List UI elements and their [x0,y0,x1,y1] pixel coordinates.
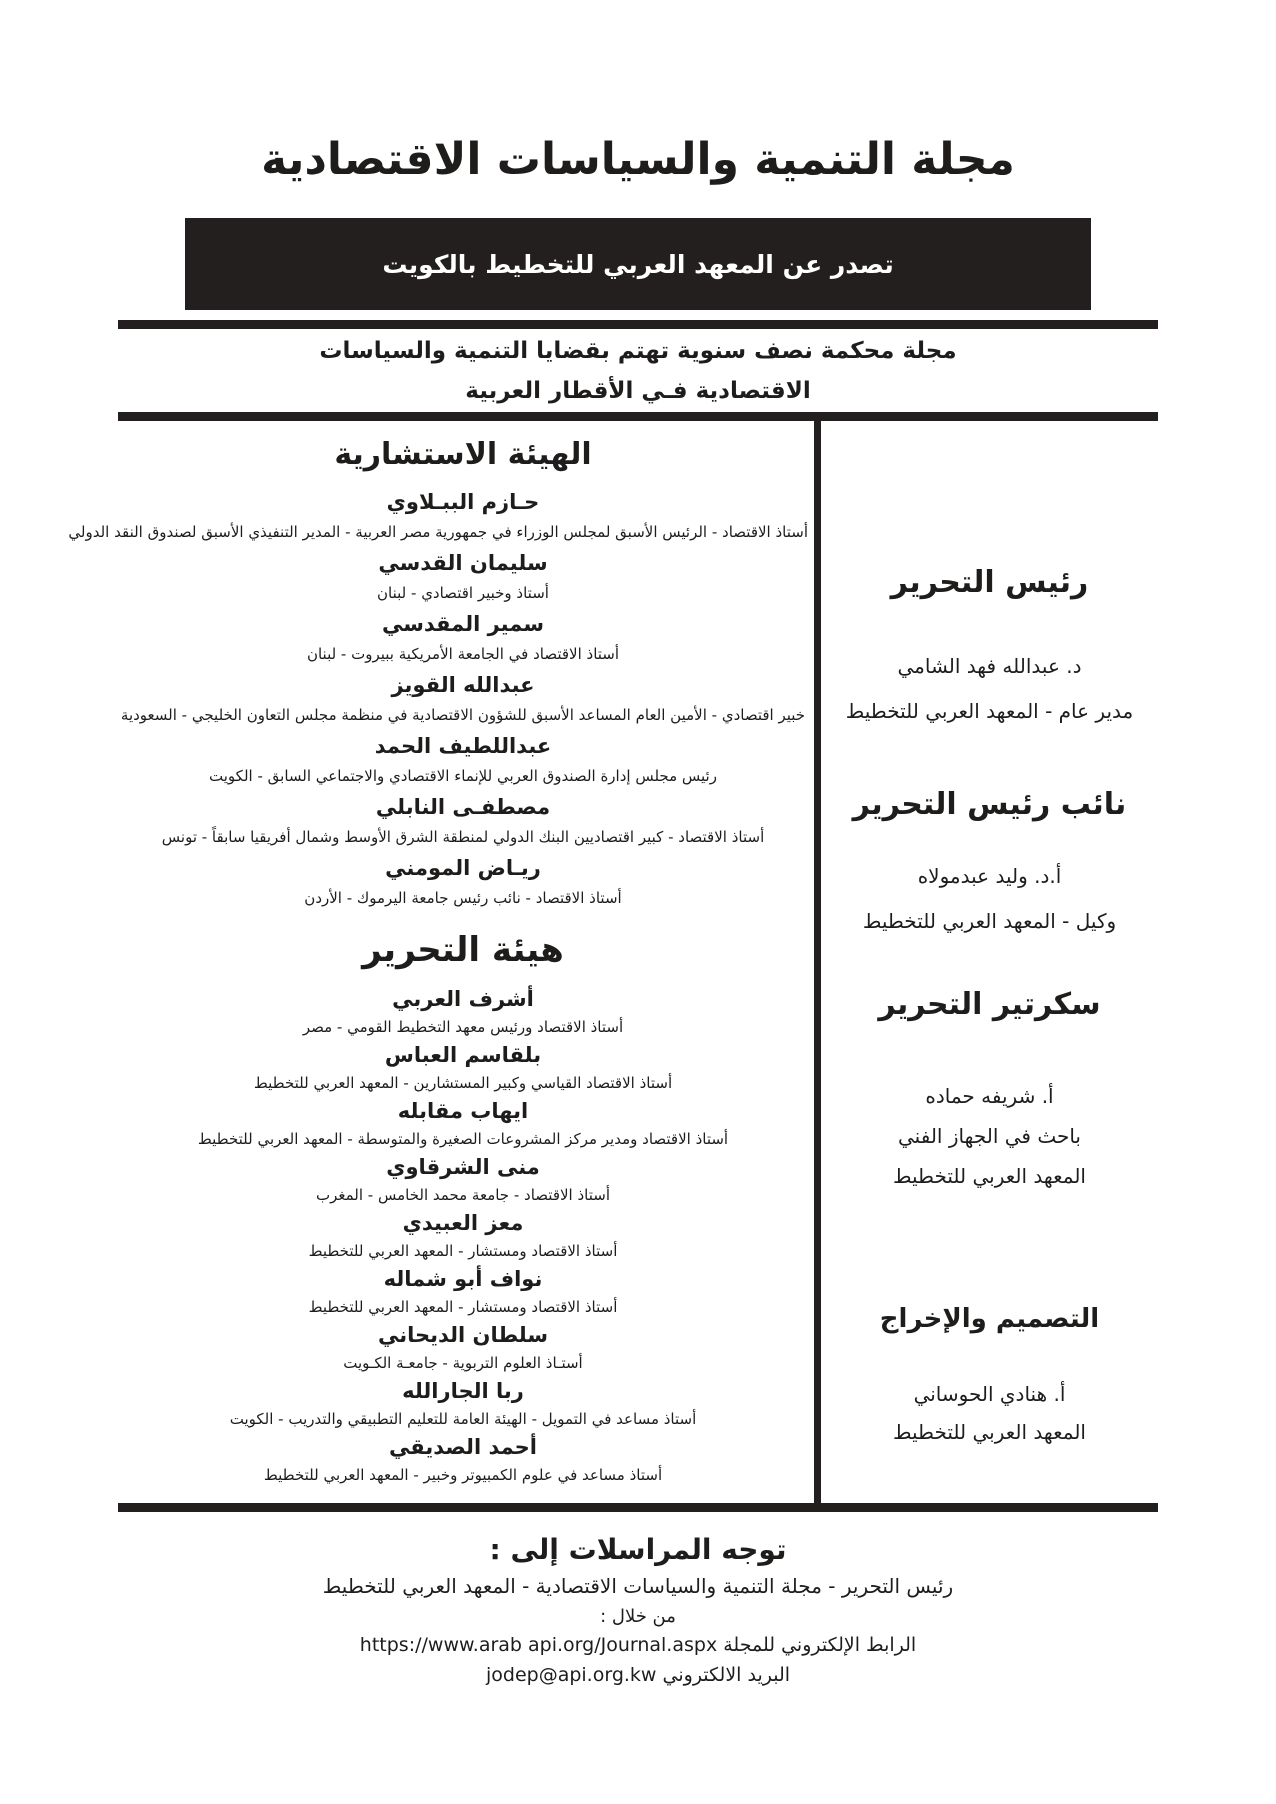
member-description: أستاذ الاقتصاد - الرئيس الأسبق لمجلس الوزراء في جمهورية مصر العربية - المدير التنفيذي الأسبق لصندوق النقد الدولي [68,523,808,541]
deputy-editor-section [821,783,1158,938]
member-name: ريـاض المومني [385,856,541,880]
member-description: أستاذ الاقتصاد ورئيس معهد التخطيط القومي - مصر [302,1018,624,1036]
advisory-member [118,668,808,729]
member-name: سمير المقدسي [382,612,544,636]
editorial-secretary-section [821,983,1158,1193]
editorial-member [118,1432,808,1488]
member-name: مصطفـى النابلي [375,795,551,819]
editorial-member [118,1208,808,1264]
advisory-member [118,729,808,790]
advisory-member [118,851,808,912]
correspondence-footer [118,1530,1158,1690]
staff-column [821,421,1158,1503]
editorial-member [118,1096,808,1152]
deputy-editor-role: وكيل - المعهد العربي للتخطيط [862,909,1117,933]
editorial-secretary-title: سكرتير التحرير [878,987,1101,1022]
member-description: أستاذ مساعد في علوم الكمبيوتر وخبير - المعهد العربي للتخطيط [263,1466,663,1484]
editorial-board-heading: هيئة التحرير [362,930,564,970]
journal-subtitle-line-1: مجلة محكمة نصف سنوية تهتم بقضايا التنمية والسياسات [319,338,957,364]
design-layout-name: أ. هنادي الحوساني [913,1382,1066,1406]
publisher-banner [185,218,1091,310]
member-description: رئيس مجلس إدارة الصندوق العربي للإنماء الاقتصادي والاجتماعي السابق - الكويت [209,767,717,785]
editor-in-chief-title: رئيس التحرير [890,565,1089,600]
correspondence-via: من خلال : [600,1606,676,1627]
editorial-secretary-org: المعهد العربي للتخطيط [893,1164,1086,1188]
journal-email-line [118,1660,1158,1690]
two-column-body [68,421,1158,1503]
member-description: أستاذ الاقتصاد - كبير اقتصاديين البنك الدولي لمنطقة الشرق الأوسط وشمال أفريقيا سابقاً - تونس [161,828,765,846]
editorial-member [118,1264,808,1320]
member-description: أستاذ الاقتصاد ومستشار - المعهد العربي للتخطيط [308,1298,618,1316]
journal-url[interactable]: https://www.arab api.org/Journal.aspx [359,1634,718,1656]
member-name: منى الشرقاوي [386,1155,540,1179]
deputy-editor-title: نائب رئيس التحرير [852,787,1127,822]
journal-subtitle-line-2: الاقتصادية فـي الأقطار العربية [465,378,811,404]
design-layout-title: التصميم والإخراج [879,1304,1100,1334]
member-description: أستاذ الاقتصاد - جامعة محمد الخامس - المغرب [315,1186,610,1204]
advisory-board-heading: الهيئة الاستشارية [334,437,592,472]
journal-subtitle [118,331,1158,411]
member-name: ربا الجارالله [402,1379,524,1403]
correspondence-address: رئيس التحرير - مجلة التنمية والسياسات الاقتصادية - المعهد العربي للتخطيط [322,1574,954,1598]
member-name: معز العبيدي [402,1211,524,1235]
editorial-member [118,1320,808,1376]
editorial-member [118,984,808,1040]
advisory-member [118,607,808,668]
editorial-secretary-name: أ. شريفه حماده [925,1084,1054,1108]
advisory-member [68,485,808,546]
member-description: أستاذ الاقتصاد ومستشار - المعهد العربي للتخطيط [308,1242,618,1260]
member-description: أستاذ الاقتصاد في الجامعة الأمريكية ببيروت - لبنان [306,645,620,663]
member-name: سليمان القدسي [378,551,548,575]
column-divider [814,421,821,1503]
editorial-member [118,1040,808,1096]
horizontal-rule-bottom [118,1503,1158,1512]
journal-link-label: الرابط الإلكتروني للمجلة [723,1634,917,1656]
editorial-secretary-role: باحث في الجهاز الفني [898,1124,1081,1148]
boards-column [68,421,808,1503]
member-name: أحمد الصديقي [388,1435,537,1459]
member-name: نواف أبو شماله [383,1267,543,1291]
editor-in-chief-name: د. عبدالله فهد الشامي [897,654,1082,678]
horizontal-rule-middle [118,412,1158,421]
member-name: عبدالله القويز [391,673,535,697]
correspondence-heading: توجه المراسلات إلى : [489,1533,787,1566]
editorial-member [118,1376,808,1432]
member-name: حـازم الببـلاوي [386,490,540,514]
journal-email-label: البريد الالكتروني [662,1664,791,1686]
member-description: أستاذ الاقتصاد القياسي وكبير المستشارين - المعهد العربي للتخطيط [253,1074,673,1092]
deputy-editor-name: أ.د. وليد عبدمولاه [917,864,1062,888]
editor-in-chief-role: مدير عام - المعهد العربي للتخطيط [845,699,1134,723]
editor-in-chief-section [821,561,1158,728]
member-name: بلقاسم العباس [384,1043,542,1067]
publisher-banner-text: تصدر عن المعهد العربي للتخطيط بالكويت [382,249,894,279]
member-description: خبير اقتصادي - الأمين العام المساعد الأسبق للشؤون الاقتصادية في منظمة مجلس التعاون الخليجي - السعودية [120,706,806,724]
member-name: سلطان الديحاني [377,1323,549,1347]
design-layout-org: المعهد العربي للتخطيط [893,1420,1086,1444]
journal-link-line [118,1630,1158,1660]
editorial-member [118,1152,808,1208]
member-description: أستاذ الاقتصاد - نائب رئيس جامعة اليرموك - الأردن [304,889,622,907]
editorial-board-list [118,984,808,1488]
horizontal-rule-top [118,320,1158,329]
member-description: أستاذ مساعد في التمويل - الهيئة العامة للتعليم التطبيقي والتدريب - الكويت [229,1410,697,1428]
member-description: أستـاذ العلوم التربوية - جامعـة الكـويت [343,1354,583,1372]
member-name: ايهاب مقابله [397,1099,529,1123]
advisory-board-list [68,485,808,912]
member-description: أستاذ الاقتصاد ومدير مركز المشروعات الصغيرة والمتوسطة - المعهد العربي للتخطيط [197,1130,729,1148]
member-name: عبداللطيف الحمد [374,734,552,758]
member-description: أستاذ وخبير اقتصادي - لبنان [377,584,549,602]
member-name: أشرف العربي [392,987,534,1011]
journal-title: مجلة التنمية والسياسات الاقتصادية [261,134,1015,185]
advisory-member [118,546,808,607]
journal-email-address[interactable]: jodep@api.org.kw [485,1664,657,1686]
advisory-member [118,790,808,851]
design-layout-section [821,1297,1158,1449]
